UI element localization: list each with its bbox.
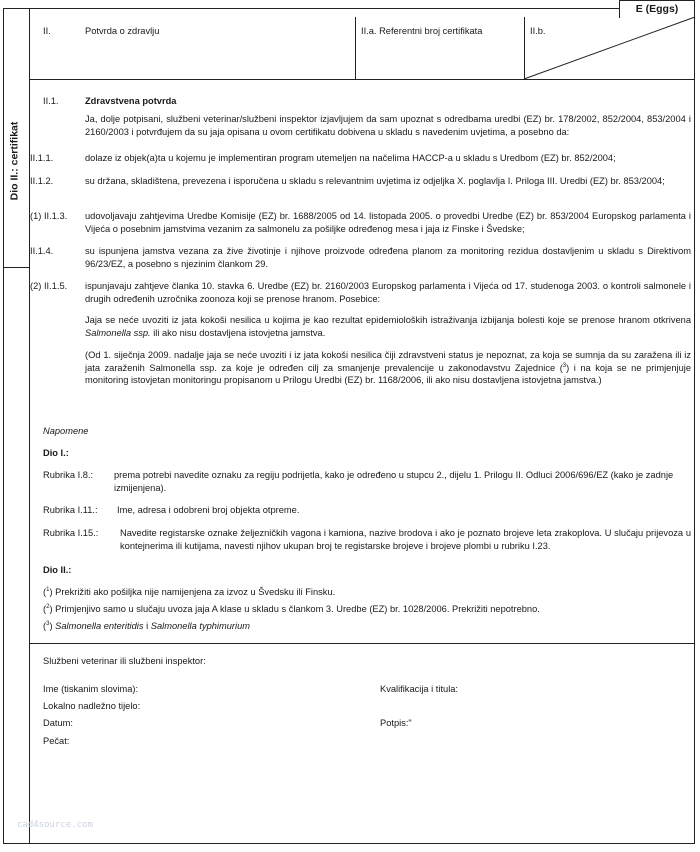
item-text: su držana, skladištena, prevezena i isporučena u skladu s relevantnim uvjetima iz odjeljka X. poglavlja I. Priloga III. Uredbi (EZ) br. 853/2004; [85,176,665,186]
item-text: dolaze iz objek(a)ta u kojemu je implementiran program utemeljen na načelima HACCP-a u skladu s Uredbom (EZ) br. 852/2004; [85,153,616,163]
note-text: Navedite registarske oznake željezničkih vagona i kamiona, nazive brodova i ako je poznato brojeve leta zrakoplova. U slučaju prijevoza u kontejnerima ili kutijama, navesti njihov ukupan broj te registarske brojeve i brojeve plombi u rubriku I.23. [120,528,691,551]
item-number: (2) II.1.5. [30,281,68,291]
note-label: Rubrika I.11.: [43,505,98,515]
note-text: prema potrebi navedite oznaku za regiju podrijetla, kako je određeno u stupcu 2., dijelu 1. Prilogu II. Odluci 2006/696/EZ (kako je zadnje izmijenjena). [114,470,674,493]
signature-section-divider [29,643,695,644]
competent-authority-field[interactable]: Lokalno nadležno tijelo: [43,701,141,711]
item-number: II.1.4. [30,246,54,256]
item-text: su ispunjena jamstva vezana za žive životinje i njihove proizvode određena planom za monitoring rezidua dostavljenim u skladu s Direktivom 96/23/EZ, a posebno s njezinim člankom 29. [85,246,691,269]
commodity-tab: E (Eggs) [619,0,695,18]
qualification-field[interactable]: Kvalifikacija i titula: [380,684,459,694]
signature-heading: Službeni veterinar ili službeni inspektor: [43,656,206,666]
transitional-provision-paragraph: (Od 1. siječnja 2009. nadalje jaja se neće uvoziti i iz jata kokoši nesilica čiji zdravstveni status je nepoznat, za koja se sumnja da su zaražena ili iz jata zaraženih Salmonella ssp. za koje je određen cilj za smanjenje prevalencije u zakonodavstvu Zajednice ($^3$) i na koja se ne primjenjuje monitoring istovjetan monitoringu propisanom u Prilogu Uredbi (EZ) br. 1168/2006, ili ako nisu dostavljena istovjetna jamstva.) [85,350,691,386]
salmonella-guarantee-paragraph: Jaja se neće uvoziti iz jata kokoši nesilica u kojima je kao rezultat epidemioloških istraživanja izbijanja bolesti koje se prenose hranom otkrivena Salmonella ssp. ili ako nisu dostavljena istovjetna jamstva. [85,315,691,338]
field-ii-b[interactable]: II.b. [530,26,546,36]
reference-number-field[interactable]: II.a. Referentni broj certifikata [361,26,483,36]
note-label: Rubrika I.15.: [43,528,99,538]
footnote-2: ($^2$) Primjenjivo samo u slučaju uvoza jaja A klase u skladu s člankom 3. Uredbe (EZ) br. 1028/2006. Prekrižiti nepotrebno. [43,603,540,614]
subsection-number: II.1. [43,96,59,106]
date-field[interactable]: Datum: [43,718,73,728]
section-number: II. [43,26,51,36]
notes-part2-heading: Dio II.: [43,565,72,575]
name-field[interactable]: Ime (tiskanim slovima): [43,684,139,694]
item-text: ispunjavaju zahtjeve članka 10. stavka 6. Uredbe (EZ) br. 2160/2003 Europskog parlamenta i Vijeća od 17. studenoga 2003. o kontroli salmonele i drugih određenih uzročnika zoonoza koji se prenose hranom. Posebice: [85,281,691,304]
item-number: II.1.1. [30,153,54,163]
note-label: Rubrika I.8.: [43,470,94,480]
footnote-3: ($^3$) Salmonella enteritidis i Salmonella typhimurium [43,620,250,631]
watermark-text: cad4source.com [17,820,93,830]
subsection-title: Zdravstvena potvrda [85,96,177,106]
notes-part1-heading: Dio I.: [43,448,69,458]
declaration-intro: Ja, dolje potpisani, službeni veterinar/službeni inspektor izjavljujem da sam upoznat s odredbama uredbi (EZ) br. 178/2002, 852/2004, 853/2004 i 2160/2003 i potvrđujem da su jaja opisana u ovom certifikatu dobivena u skladu s navedenim uvjetima, a posebno da: [85,114,691,137]
section-title: Potvrda o zdravlju [85,26,160,36]
item-number: II.1.2. [30,176,54,186]
signature-field[interactable]: Potpis:" [380,718,412,728]
item-number: (1) II.1.3. [30,211,68,221]
stamp-field[interactable]: Pečat: [43,736,70,746]
part-label: Dio II.: certifikat [8,121,21,201]
item-text: udovoljavaju zahtjevima Uredbe Komisije (EZ) br. 1688/2005 od 14. listopada 2005. o provedbi Uredbe (EZ) br. 853/2004 Europskog parlamenta i Vijeća o posebnim jamstvima vezanim za salmonelu za pošiljke određenog mesa i jaja iz Finske i Švedske; [85,211,691,234]
footnote-1: ($^1$) Prekrižiti ako pošiljka nije namijenjena za izvoz u Švedsku ili Finsku. [43,586,336,597]
notes-heading: Napomene [43,426,89,436]
note-text: Ime, adresa i odobreni broj objekta otpreme. [117,505,300,515]
